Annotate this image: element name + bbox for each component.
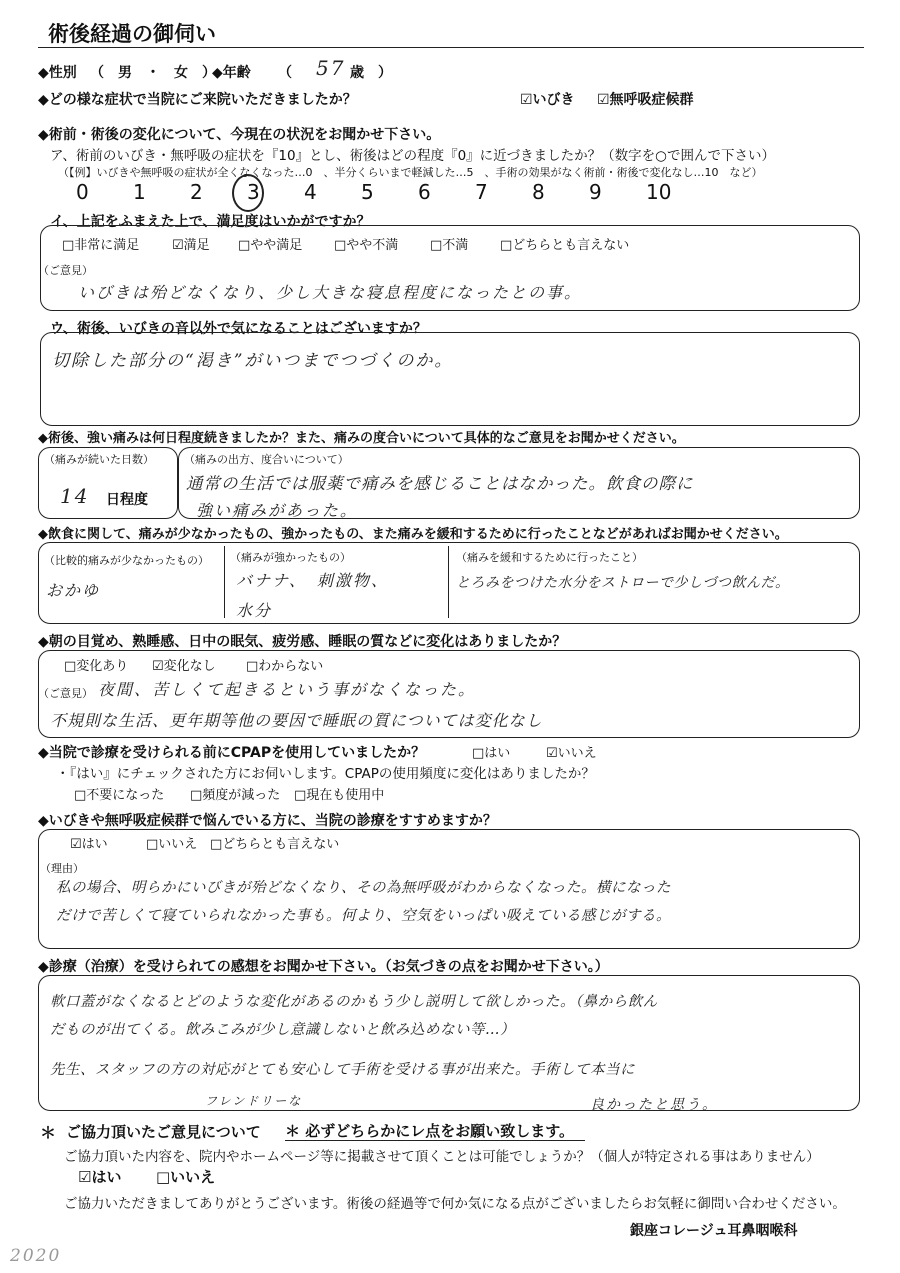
scale-7[interactable]: 7 xyxy=(475,180,488,204)
symptom-apnea-checkbox[interactable]: ☑無呼吸症候群 xyxy=(597,92,694,108)
food-relief-label: （痛みを緩和するために行ったこと） xyxy=(456,551,643,564)
impression-line3: 先生、スタッフの方の対応がとても安心して手術を受ける事が出来た。手術して本当に xyxy=(50,1062,635,1078)
scale-1[interactable]: 1 xyxy=(133,180,146,204)
scale-2[interactable]: 2 xyxy=(190,180,203,204)
recommend-reason-line1: 私の場合、明らかにいびきが殆どなくなり、その為無呼吸がわからなくなった。横になった xyxy=(56,880,671,896)
pain-detail-line2: 強い痛みがあった。 xyxy=(196,501,358,520)
sat-option-very-satisfied[interactable]: □非常に満足 xyxy=(62,238,140,253)
age-label: ◆年齢 xyxy=(212,65,251,81)
cpap-option-no[interactable]: ☑いいえ xyxy=(546,746,597,761)
morning-opinion-line2: 不規則な生活、更年期等他の要因で睡眠の質については変化なし xyxy=(50,711,543,730)
morning-option-unknown[interactable]: □わからない xyxy=(246,659,324,674)
food-relief-value: とろみをつけた水分をストローで少しづつ飲んだ。 xyxy=(456,575,790,591)
consent-question: ご協力頂いた内容を、院内やホームページ等に掲載させて頂くことは可能でしょうか？（個人が特定される事はありません） xyxy=(64,1149,820,1165)
pain-days-value[interactable]: 14 xyxy=(60,484,90,508)
consent-yes-checkbox[interactable]: ☑はい xyxy=(78,1168,122,1186)
clinic-name: 銀座コレージュ耳鼻咽喉科 xyxy=(630,1223,798,1239)
change-example: （【例】いびきや無呼吸の症状が全くなくなった…0 、半分くらいまで軽減した…5 、手術の効果がなく術前・術後で変化なし…10 など） xyxy=(58,166,763,179)
change-scale[interactable] xyxy=(76,180,703,204)
cpap-sub-option-unneeded[interactable]: □不要になった xyxy=(74,788,165,803)
sat-option-dissatisfied[interactable]: □不満 xyxy=(430,238,469,253)
morning-option-no-change[interactable]: ☑変化なし xyxy=(152,659,216,674)
age-suffix: 歳 ） xyxy=(350,65,392,81)
recommend-reason-line2: だけで苦しくて寝ていられなかった事も。何より、空気をいっぱい吸えている感じがする。 xyxy=(56,908,671,924)
morning-question: ◆朝の目覚め、熟睡感、日中の眠気、疲労感、睡眠の質などに変化はありましたか？ xyxy=(38,634,567,650)
food-less-value: おかゆ xyxy=(46,581,101,600)
sat-option-neutral[interactable]: □どちらとも言えない xyxy=(500,238,630,253)
scale-5[interactable]: 5 xyxy=(361,180,374,204)
consent-heading: ご協力頂いたご意見について xyxy=(66,1123,261,1141)
scale-4[interactable]: 4 xyxy=(304,180,317,204)
symptom-snoring-checkbox[interactable]: ☑いびき xyxy=(520,92,575,108)
sat-option-satisfied[interactable]: ☑満足 xyxy=(172,238,210,253)
morning-opinion-line1: 夜間、苦しくて起きるという事がなくなった。 xyxy=(98,680,477,699)
cpap-question: ◆当院で診療を受けられる前にCPAPを使用していましたか？ xyxy=(38,745,426,761)
change-heading: ◆術前・術後の変化について、今現在の状況をお聞かせ下さい。 xyxy=(38,127,441,143)
change-question-a: ア、術前のいびき・無呼吸の症状を『10』とし、術後はどの程度『0』に近づきましたか？（数字を○で囲んで下さい） xyxy=(50,148,775,164)
pain-question: ◆術後、強い痛みは何日程度続きましたか？また、痛みの度合いについて具体的なご意見をお聞かせください。 xyxy=(38,431,685,446)
page-title: 術後経過の御伺い xyxy=(48,22,216,46)
impression-line1: 軟口蓋がなくなるとどのような変化があるのかもう少し説明して欲しかった。（鼻から飲ん xyxy=(50,994,658,1010)
impression-annotation: フレンドリーな xyxy=(205,1094,303,1108)
selected-circle-mark xyxy=(232,174,264,212)
symptom-question: ◆どの様な症状で当院にご来院いただきましたか？ xyxy=(38,92,357,108)
scale-10[interactable]: 10 xyxy=(646,180,672,204)
food-strong-line1: バナナ、 刺激物、 xyxy=(236,571,389,590)
consent-no-checkbox[interactable]: □いいえ xyxy=(156,1168,216,1186)
pain-detail-line1: 通常の生活では服薬で痛みを感じることはなかった。飲食の際に xyxy=(186,474,694,493)
other-answer: 切除した部分の“渇き”がいつまでつづくのか。 xyxy=(52,351,454,371)
cpap-sub-option-reduced[interactable]: □頻度が減った xyxy=(190,788,281,803)
impression-line4: 良かったと思う。 xyxy=(590,1097,718,1113)
food-divider-1 xyxy=(224,546,225,618)
other-question: ウ、術後、いびきの音以外で気になることはございますか？ xyxy=(50,321,427,337)
food-divider-2 xyxy=(448,546,449,618)
age-value[interactable]: 57 xyxy=(316,56,346,80)
cpap-option-yes[interactable]: □はい xyxy=(472,746,511,761)
sat-opinion-label: （ご意見） xyxy=(38,264,93,277)
consent-required-note: ＊ 必ずどちらかにレ点をお願い致します。 xyxy=(285,1122,575,1140)
consent-bold-underline xyxy=(285,1140,585,1141)
sat-opinion-text: いびきは殆どなくなり、少し大きな寝息程度になったとの事。 xyxy=(78,283,583,302)
food-less-label: （比較的痛みが少なかったもの） xyxy=(44,554,209,567)
morning-opinion-label: （ご意見） xyxy=(38,687,93,700)
scale-6[interactable]: 6 xyxy=(418,180,431,204)
pain-days-unit: 日程度 xyxy=(106,492,148,508)
food-question: ◆飲食に関して、痛みが少なかったもの、強かったもの、また痛みを緩和するために行ったことなどがあればお聞かせください。 xyxy=(38,527,788,542)
thanks-message: ご協力いただきましてありがとうございます。術後の経過等で何か気になる点がございましたらお気軽に御問い合わせください。 xyxy=(64,1196,846,1212)
pain-days-label: （痛みが続いた日数） xyxy=(44,453,154,466)
recommend-option-yes[interactable]: ☑はい xyxy=(70,837,108,852)
morning-option-changed[interactable]: □変化あり xyxy=(64,659,129,674)
year-mark: 2020 xyxy=(10,1246,62,1266)
sat-option-somewhat-satisfied[interactable]: □やや満足 xyxy=(238,238,303,253)
consent-star: ＊ xyxy=(40,1123,57,1142)
gender-label: ◆性別 xyxy=(38,65,77,81)
title-underline xyxy=(38,47,864,48)
satisfaction-question: イ、上記をふまえた上で、満足度はいかがですか？ xyxy=(50,214,371,230)
impression-question: ◆診療（治療）を受けられての感想をお聞かせ下さい。（お気づきの点をお聞かせ下さい。） xyxy=(38,959,609,975)
recommend-question: ◆いびきや無呼吸症候群で悩んでいる方に、当院の診療をすすめますか？ xyxy=(38,813,497,829)
scale-9[interactable]: 9 xyxy=(589,180,602,204)
cpap-sub-question: ・『はい』にチェックされた方にお伺いします。CPAPの使用頻度に変化はありましたか？ xyxy=(56,766,595,782)
scale-3[interactable]: 3 xyxy=(247,180,260,204)
recommend-reason-label: （理由） xyxy=(40,862,84,875)
food-strong-line2: 水分 xyxy=(236,601,273,620)
food-strong-label: （痛みが強かったもの） xyxy=(230,551,351,564)
age-paren: （ xyxy=(278,65,292,81)
recommend-option-no[interactable]: □いいえ xyxy=(146,837,198,852)
gender-options[interactable]: （ 男 ・ 女 ） xyxy=(90,65,216,81)
impression-line2: だものが出てくる。飲みこみが少し意識しないと飲み込めない等…） xyxy=(50,1022,515,1038)
cpap-sub-option-still-using[interactable]: □現在も使用中 xyxy=(294,788,385,803)
recommend-option-neutral[interactable]: □どちらとも言えない xyxy=(210,837,340,852)
scale-8[interactable]: 8 xyxy=(532,180,545,204)
sat-option-somewhat-dissatisfied[interactable]: □やや不満 xyxy=(334,238,399,253)
scale-0[interactable]: 0 xyxy=(76,180,89,204)
pain-detail-label: （痛みの出方、度合いについて） xyxy=(184,453,349,466)
